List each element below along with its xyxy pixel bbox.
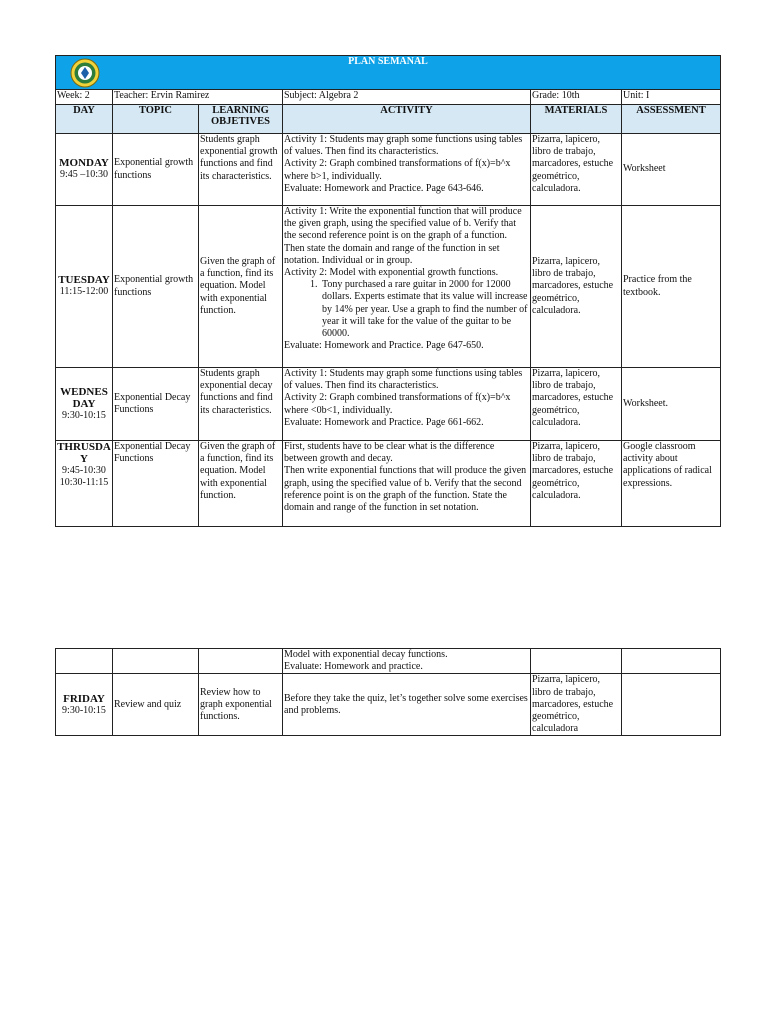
activity-line: Activity 1: Students may graph some functions using tables of values. Then find its characteristics. [284, 134, 523, 158]
topic-cell: Exponential growth functions [113, 206, 199, 368]
table-row [56, 441, 721, 527]
week-cell: Week: 2 [56, 90, 113, 105]
header-activity: ACTIVITY [283, 105, 531, 134]
assessment-cell: Worksheet [622, 134, 721, 206]
activity-cell: Before they take the quiz, let’s together solve some exercises and problems. [283, 674, 531, 736]
materials-cell: Pizarra, lapicero, libro de trabajo, marcadores, estuche geométrico, calculadora. [531, 206, 622, 368]
objective-cell: Review how to graph exponential functions. [199, 674, 283, 736]
plan-banner [56, 56, 721, 90]
teacher-cell: Teacher: Ervin Ramirez [113, 90, 283, 105]
activity-line: Activity 1: Students may graph some functions using tables of values. Then find its characteristics. [284, 368, 523, 392]
activity-cell [283, 649, 531, 674]
column-header-row [56, 105, 721, 134]
header-day: DAY [56, 105, 113, 134]
materials-cell [531, 649, 622, 674]
day-time: 9:30-10:15 [62, 704, 106, 716]
day-time: 9:30-10:15 [62, 409, 106, 421]
day-cell [56, 649, 113, 674]
day-name: TUESDAY [58, 274, 110, 287]
plan-title: PLAN SEMANAL [348, 56, 428, 67]
day-cell [56, 368, 113, 441]
activity-line: Activity 2: Graph combined transformations of f(x)=b^x where b>1, individually. [284, 158, 511, 182]
day-cell [56, 206, 113, 368]
grade-cell: Grade: 10th [531, 90, 622, 105]
objective-cell: Given the graph of a function, find its equation. Model with exponential function. [199, 206, 283, 368]
materials-cell: Pizarra, lapicero, libro de trabajo, marcadores, estuche geométrico, calculadora. [531, 441, 622, 527]
activity-line: Then write exponential functions that will produce the given graph, using the specified value of b. Verify that the second reference point is on the graph of the function. State the domain and range of the function in set notation. [284, 465, 527, 514]
activity-line: Evaluate: Homework and Practice. Page 643-646. [284, 182, 484, 194]
assessment-cell [622, 649, 721, 674]
table-row [56, 206, 721, 368]
unit-cell: Unit: I [622, 90, 721, 105]
header-topic: TOPIC [113, 105, 199, 134]
activity-list [284, 279, 529, 340]
activity-line: Activity 1: Write the exponential function that will produce the given graph, using the specified value of b. Verify that the second reference point is on the graph of a function. Then state the domain and range of the function in set notation. Individual or in group. [284, 206, 522, 266]
header-materials: MATERIALS [531, 105, 622, 134]
materials-cell: Pizarra, lapicero, libro de trabajo, marcadores, estuche geométrico, calculadora. [531, 368, 622, 441]
activity-cell [283, 206, 531, 368]
subject-cell: Subject: Algebra 2 [283, 90, 531, 105]
weekly-plan-table-continued [55, 648, 721, 736]
day-cell [56, 134, 113, 206]
info-row [56, 90, 721, 105]
topic-cell: Exponential Decay Functions [113, 368, 199, 441]
assessment-cell: Practice from the textbook. [622, 206, 721, 368]
activity-line: Evaluate: Homework and Practice. Page 647-650. [284, 340, 484, 352]
objective-cell: Given the graph of a function, find its equation. Model with exponential function. [199, 441, 283, 527]
activity-line: Evaluate: Homework and practice. [284, 661, 423, 673]
day-name: FRIDAY [63, 692, 105, 705]
activity-line: First, students have to be clear what is the difference between growth and decay. [284, 441, 495, 465]
topic-cell: Exponential Decay Functions [113, 441, 199, 527]
topic-cell: Review and quiz [113, 674, 199, 736]
day-name: THRUSDA Y [57, 441, 111, 465]
objective-cell [199, 649, 283, 674]
table-row [56, 674, 721, 736]
activity-line: Evaluate: Homework and Practice. Page 661-662. [284, 416, 484, 428]
objective-cell: Students graph exponential decay functions and find its characteristics. [199, 368, 283, 441]
day-name: MONDAY [59, 157, 109, 170]
table-row [56, 649, 721, 674]
header-objectives: LEARNING OBJETIVES [199, 105, 283, 134]
day-time: 9:45-10:30 [62, 465, 106, 476]
activity-line: Activity 2: Model with exponential growth functions. [284, 267, 499, 279]
materials-cell: Pizarra, lapicero, libro de trabajo, marcadores, estuche geométrico, calculadora. [531, 134, 622, 206]
day-cell [56, 441, 113, 527]
topic-cell: Exponential growth functions [113, 134, 199, 206]
assessment-cell [622, 674, 721, 736]
activity-line: Model with exponential decay functions. [284, 649, 448, 660]
materials-cell: Pizarra, lapicero, libro de trabajo, marcadores, estuche geométrico, calculadora [531, 674, 622, 736]
activity-line: Activity 2: Graph combined transformations of f(x)=b^x where <0b<1, individually. [284, 392, 511, 416]
list-item: 1. Tony purchased a rare guitar in 2000 for 12000 dollars. Experts estimate that its value will increase by 14% per year. Use a graph to find the number of year it will take for the value of the guitar to be 60000. [320, 279, 529, 340]
topic-cell [113, 649, 199, 674]
day-time-2: 10:30-11:15 [59, 477, 109, 489]
day-time: 11:15-12:00 [59, 286, 109, 298]
table-row [56, 368, 721, 441]
table-row [56, 134, 721, 206]
assessment-cell: Worksheet. [622, 368, 721, 441]
assessment-cell: Google classroom activity about applications of radical expressions. [622, 441, 721, 527]
day-cell [56, 674, 113, 736]
activity-cell [283, 134, 531, 206]
activity-cell [283, 441, 531, 527]
header-assessment: ASSESSMENT [622, 105, 721, 134]
activity-cell [283, 368, 531, 441]
objective-cell: Students graph exponential growth functions and find its characteristics. [199, 134, 283, 206]
day-time: 9:45 –10:30 [59, 169, 109, 181]
weekly-plan-table [55, 55, 721, 527]
day-name: WEDNES DAY [60, 385, 108, 410]
